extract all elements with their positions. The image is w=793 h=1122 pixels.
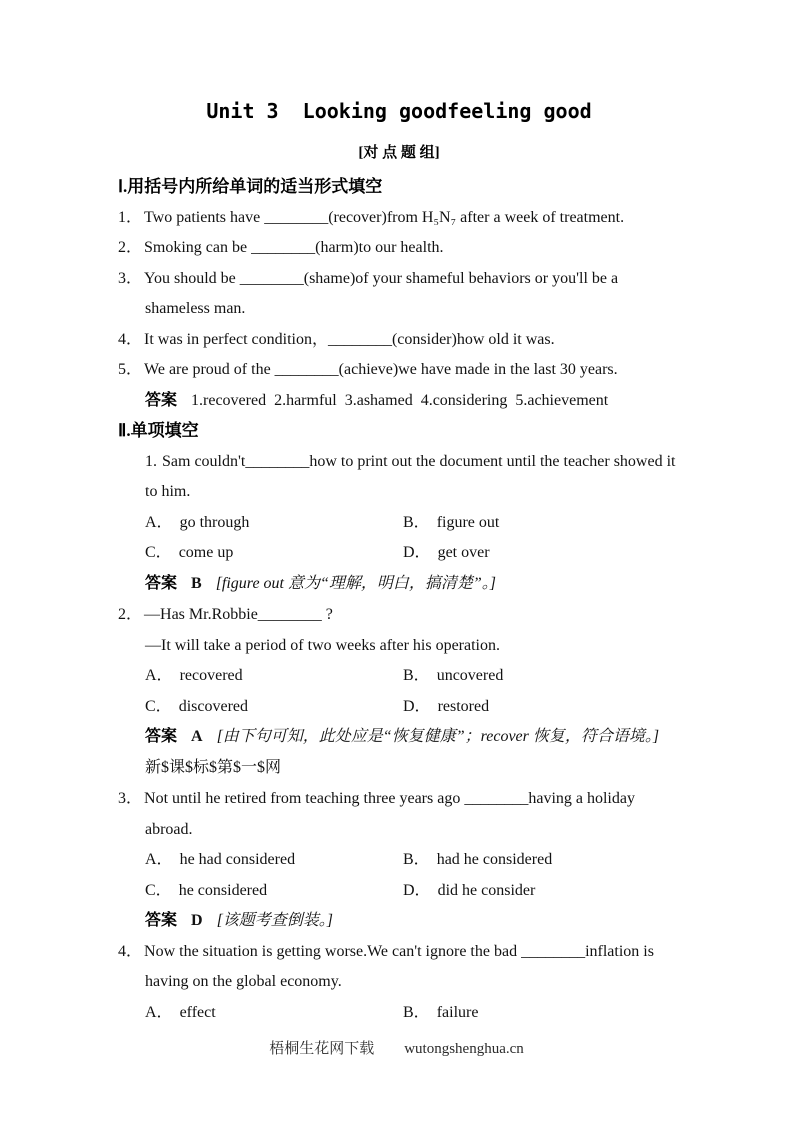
section1-item-5 bbox=[118, 355, 680, 386]
question-1-stem bbox=[118, 447, 680, 508]
option-key: C． bbox=[145, 544, 172, 561]
option-text: go through bbox=[179, 513, 250, 531]
item-number: 1． bbox=[118, 208, 143, 226]
question-text: Not until he retired from teaching three years ago ________having a holiday abroad. bbox=[144, 790, 635, 838]
question-text: —Has Mr.Robbie________ ? bbox=[144, 606, 333, 623]
document-body bbox=[118, 98, 680, 1028]
option-key: A． bbox=[145, 1003, 173, 1021]
item-number: 3． bbox=[118, 269, 143, 287]
option-text: effect bbox=[179, 1003, 216, 1021]
option-key: C． bbox=[145, 697, 172, 715]
option-C bbox=[145, 538, 403, 569]
option-text: recovered bbox=[179, 667, 243, 684]
question-3-options bbox=[118, 845, 680, 906]
option-row bbox=[145, 538, 680, 569]
question-1-answer-line bbox=[118, 569, 680, 600]
option-text: discovered bbox=[178, 697, 248, 715]
option-A bbox=[145, 661, 403, 692]
item-number: 2． bbox=[118, 239, 143, 256]
option-key: B． bbox=[403, 1003, 430, 1021]
item-text: Two patients have ________(recover)from H₅N₇ after a week of treatment. bbox=[144, 208, 625, 226]
option-row bbox=[145, 998, 680, 1029]
question-2-stem bbox=[118, 600, 680, 631]
option-key: B． bbox=[403, 513, 430, 531]
section1-item-1 bbox=[118, 203, 680, 234]
option-text: did he consider bbox=[437, 881, 536, 899]
answer-label: 答案 bbox=[145, 912, 178, 929]
option-row bbox=[145, 661, 680, 692]
option-A bbox=[145, 508, 403, 539]
answer-label: 答案 bbox=[145, 574, 178, 592]
item-text: We are proud of the ________(achieve)we have made in the last 30 years. bbox=[144, 361, 618, 378]
question-4-options bbox=[118, 998, 680, 1029]
option-text: restored bbox=[437, 697, 490, 715]
section1-heading: Ⅰ.用括号内所给单词的适当形式填空 bbox=[118, 177, 383, 196]
option-B bbox=[403, 508, 680, 539]
option-key: D． bbox=[403, 881, 431, 899]
option-key: B． bbox=[403, 667, 430, 684]
subtitle-banner: [对 点 题 组] bbox=[358, 145, 440, 161]
question-text: Sam couldn't________how to print out the document until the teacher showed it to him. bbox=[145, 452, 676, 500]
question-2-options bbox=[118, 661, 680, 722]
option-text: uncovered bbox=[436, 667, 504, 684]
section1-item-3 bbox=[118, 264, 680, 325]
option-B bbox=[403, 661, 680, 692]
item-text: You should be ________(shame)of your shameful behaviors or you'll be a shameless man. bbox=[144, 269, 619, 317]
option-row bbox=[145, 845, 680, 876]
option-text: failure bbox=[436, 1003, 479, 1021]
item-number: 4． bbox=[118, 330, 143, 348]
option-text: had he considered bbox=[436, 851, 553, 868]
item-number: 5． bbox=[118, 361, 143, 378]
item-text: It was in perfect condition，________(consider)how old it was. bbox=[144, 330, 555, 348]
answer-key: B bbox=[191, 574, 202, 592]
footer-site-name: 梧桐生花网下载 bbox=[269, 1041, 375, 1057]
question-2-answer-line bbox=[118, 722, 680, 753]
option-text: get over bbox=[437, 544, 490, 561]
question-4-stem bbox=[118, 937, 680, 998]
item-text: Smoking can be ________(harm)to our health. bbox=[144, 239, 444, 256]
question-3-answer-line bbox=[118, 906, 680, 937]
section1-answer-line bbox=[118, 386, 680, 417]
section1-item-4 bbox=[118, 325, 680, 356]
option-key: A． bbox=[145, 667, 173, 684]
answer-key: A bbox=[191, 728, 203, 745]
option-row bbox=[145, 692, 680, 723]
page-footer bbox=[0, 1036, 793, 1062]
option-key: D． bbox=[403, 697, 431, 715]
footer-site-url: wutongshenghua.cn bbox=[404, 1041, 524, 1057]
section1-item-2 bbox=[118, 233, 680, 264]
option-key: A． bbox=[145, 851, 173, 868]
option-text: come up bbox=[178, 544, 234, 561]
question-number: 4． bbox=[118, 942, 143, 960]
section2-heading: Ⅱ.单项填空 bbox=[118, 421, 199, 440]
option-D bbox=[403, 692, 680, 723]
answer-label: 答案 bbox=[145, 391, 178, 409]
option-text: he considered bbox=[178, 881, 268, 899]
option-key: B． bbox=[403, 851, 430, 868]
option-text: figure out bbox=[436, 513, 500, 531]
option-A bbox=[145, 998, 403, 1029]
answer-text: 1.recovered 2.harmful 3.ashamed 4.considering 5.achievement bbox=[191, 391, 609, 409]
option-row bbox=[145, 876, 680, 907]
option-key: C． bbox=[145, 881, 172, 899]
question-2-stem-reply: —It will take a period of two weeks after his operation. bbox=[145, 636, 500, 654]
option-text: he had considered bbox=[179, 851, 296, 868]
option-row bbox=[145, 508, 680, 539]
option-C bbox=[145, 876, 403, 907]
option-B bbox=[403, 845, 680, 876]
question-number: 2． bbox=[118, 606, 143, 623]
answer-note: [该题考查倒装。] bbox=[216, 912, 334, 929]
option-B bbox=[403, 998, 680, 1029]
question-number: 3． bbox=[118, 790, 143, 807]
answer-note: [figure out 意为“理解，明白，搞清楚”。] bbox=[215, 574, 497, 592]
question-1-options bbox=[118, 508, 680, 569]
question-3-stem bbox=[118, 784, 680, 845]
unit-title: Unit 3 Looking goodfeeling good bbox=[206, 99, 592, 123]
option-A bbox=[145, 845, 403, 876]
option-D bbox=[403, 538, 680, 569]
answer-label: 答案 bbox=[145, 728, 178, 745]
question-text: Now the situation is getting worse.We can't ignore the bad ________inflation is having on the global economy. bbox=[144, 942, 654, 990]
option-D bbox=[403, 876, 680, 907]
option-key: A． bbox=[145, 513, 173, 531]
question-number: 1. bbox=[145, 452, 157, 470]
option-key: D． bbox=[403, 544, 431, 561]
option-C bbox=[145, 692, 403, 723]
answer-key: D bbox=[191, 912, 203, 929]
watermark-line: 新$课$标$第$一$网 bbox=[145, 758, 282, 776]
answer-note: [由下句可知，此处应是“恢复健康”；recover 恢复，符合语境。] bbox=[216, 728, 660, 745]
